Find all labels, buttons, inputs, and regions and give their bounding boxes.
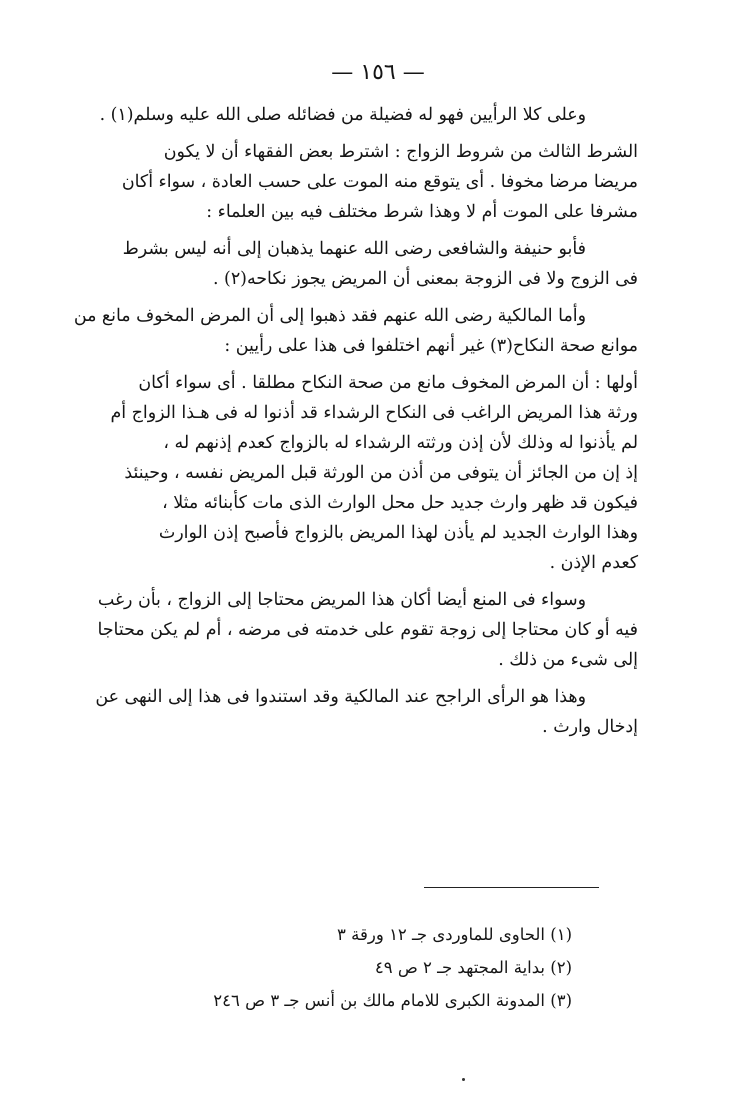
text-line: إلى شىء من ذلك . <box>498 650 638 670</box>
text-line: لم يأذنوا له وذلك لأن إذن ورثته الرشداء له بالزواج كعدم إذنهم له ، <box>163 433 638 453</box>
text-line: مشرفا على الموت أم لا وهذا شرط مختلف فيه بين العلماء : <box>206 202 638 222</box>
paragraph-1 <box>98 100 638 130</box>
text-line: فأبو حنيفة والشافعى رضى الله عنهما يذهبان إلى أنه ليس بشرط <box>122 239 586 259</box>
text-line: وسواء فى المنع أيضا أكان هذا المريض محتاجا إلى الزواج ، بأن رغب <box>97 590 586 610</box>
text-line: موانع صحة النكاح(٣) غير أنهم اختلفوا فى هذا على رأيين : <box>224 336 638 356</box>
text-line: الشرط الثالث من شروط الزواج : اشترط بعض الفقهاء أن لا يكون <box>163 142 638 162</box>
paragraph-6 <box>98 585 638 675</box>
text-line: وهذا هو الرأى الراجح عند المالكية وقد استندوا فى هذا إلى النهى عن <box>95 687 586 707</box>
paragraph-7 <box>95 682 638 742</box>
text-line: فى الزوج ولا فى الزوجة بمعنى أن المريض يجوز نكاحه(٢) . <box>212 269 638 289</box>
text-line: أولها : أن المرض المخوف مانع من صحة النكاح مطلقا . أى سواء أكان <box>138 373 638 393</box>
paragraph-3 <box>98 234 638 294</box>
text-line: وعلى كلا الرأيين فهو له فضيلة من فضائله صلى الله عليه وسلم(١) . <box>99 105 586 125</box>
footnote-3: (٣) المدونة الكبرى للامام مالك بن أنس جـ ٣ ص ٢٤٦ <box>213 991 572 1010</box>
page-mark <box>462 1078 465 1081</box>
paragraph-4 <box>73 301 638 361</box>
page-number: — ١٥٦ — <box>331 60 425 85</box>
text-line: فيكون قد ظهر وارث جديد حل محل الوارث الذى مات كأبنائه مثلا ، <box>162 493 638 513</box>
footnote-2: (٢) بداية المجتهد جـ ٢ ص ٤٩ <box>374 958 572 977</box>
paragraph-5 <box>98 368 638 578</box>
text-line: كعدم الإذن . <box>549 553 638 573</box>
text-line: فيه أو كان محتاجا إلى زوجة تقوم على خدمته فى مرضه ، أم لم يكن محتاجا <box>97 620 638 640</box>
main-text <box>73 100 638 749</box>
paragraph-2 <box>98 137 638 227</box>
text-line: وهذا الوارث الجديد لم يأذن لهذا المريض بالزواج فأصبح إذن الوارث <box>158 523 638 543</box>
footnote-separator <box>424 887 599 888</box>
text-line: ورثة هذا المريض الراغب فى النكاح الرشداء قد أذنوا له فى هـذا الزواج أم <box>110 403 638 423</box>
footnote-1: (١) الحاوى للماوردى جـ ١٢ ورقة ٣ <box>337 925 572 944</box>
footnotes <box>200 918 572 1017</box>
text-line: إذ إن من الجائز أن يتوفى من أذن من الورثة قبل المريض نفسه ، وحينئذ <box>124 463 638 483</box>
text-line: مريضا مرضا مخوفا . أى يتوقع منه الموت على حسب العادة ، سواء أكان <box>121 172 638 192</box>
text-line: إدخال وارث . <box>542 717 638 737</box>
text-line: وأما المالكية رضى الله عنهم فقد ذهبوا إلى أن المرض المخوف مانع من <box>73 306 586 326</box>
